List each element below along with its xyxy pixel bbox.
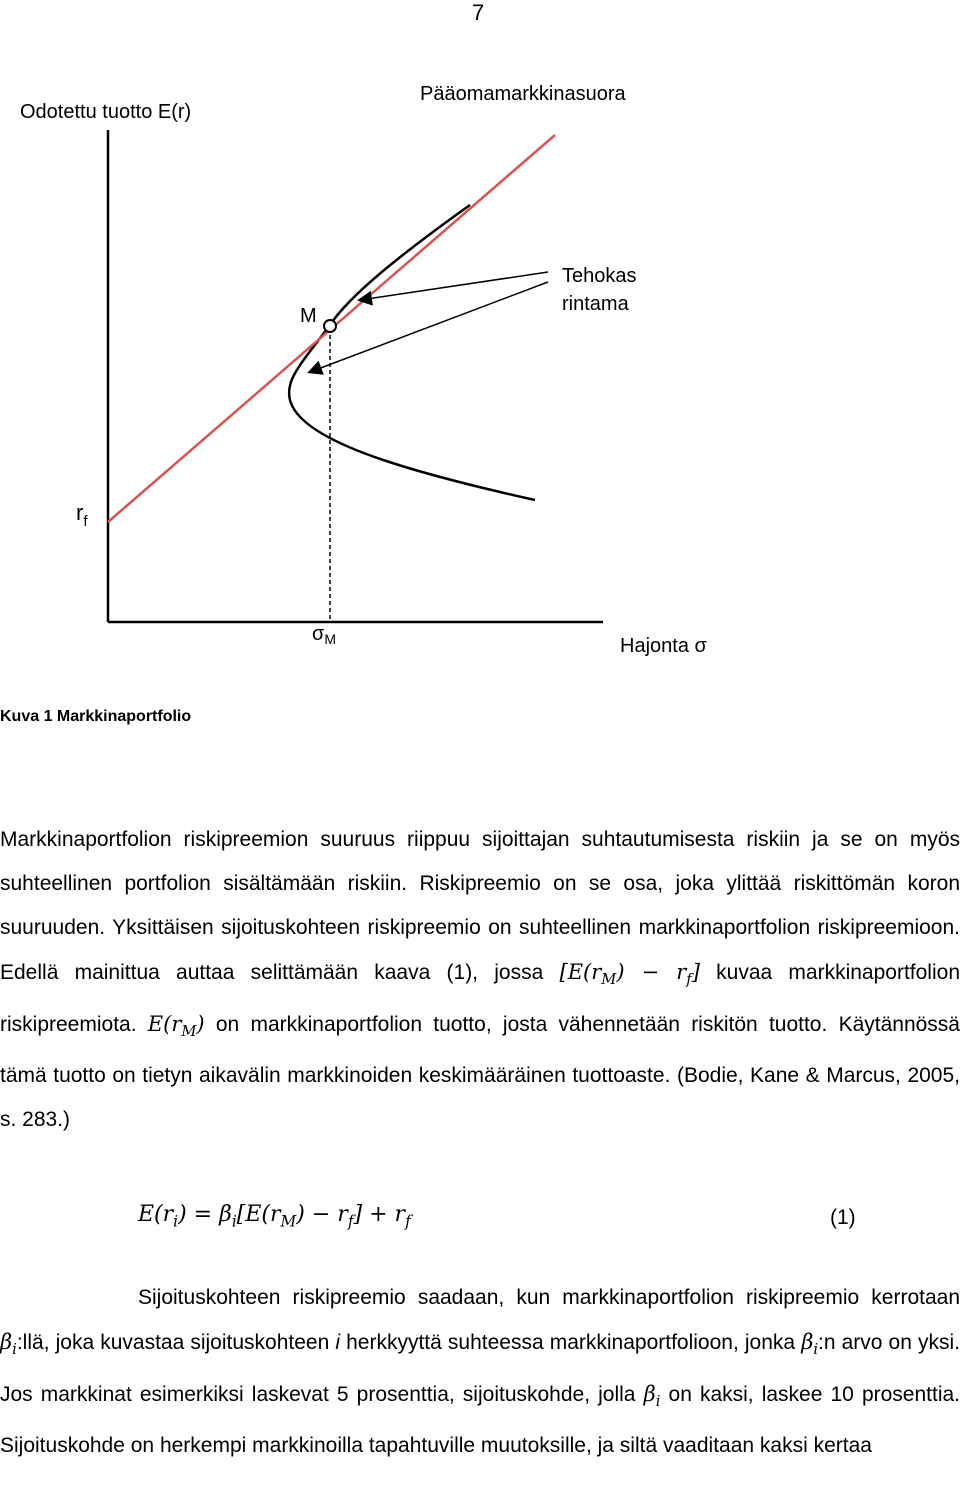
capm-formula	[138, 1202, 411, 1230]
formula-sub-f2: f	[405, 1212, 411, 1231]
rf-label-sub: f	[83, 513, 88, 530]
frontier-label-line2: rintama	[562, 293, 629, 315]
formula-b: ) = β	[178, 1202, 232, 1227]
italic-i: i	[335, 1331, 341, 1354]
paragraph-2-text-a: Sijoituskohteen riskipreemio saadaan, kun markkinaportfolion riskipreemio kerrotaan	[138, 1286, 960, 1309]
math1-b: ) − r	[616, 960, 687, 984]
point-m-label: M	[300, 305, 317, 327]
formula-a: E(r	[138, 1202, 174, 1227]
beta2: β	[801, 1330, 814, 1354]
beta-symbol-2	[801, 1330, 819, 1359]
math1-c: ]	[691, 960, 700, 984]
sigma-m-label	[312, 623, 336, 647]
risk-premium-expression	[559, 960, 700, 989]
beta3: β	[643, 1382, 656, 1407]
x-axis-label: Hajonta σ	[620, 635, 707, 657]
paragraph-1-text-a: Markkinaportfolion riskipreemion suuruus riippuu sijoittajan suhtautumisesta riskiin ja se on myös suhteellinen portfolion sisältämään riskiin. Riskipreemio on se osa, joka ylittää riskittömän koron suuruuden. Yksittäisen sijoituskohteen riskipreemio on suhteellinen markkinaportfolion riskipreemioon. Edellä mainittua auttaa selittämään kaava (1), jossa	[0, 828, 960, 984]
cml-label: Pääomamarkkinasuora	[420, 83, 626, 105]
math2-sub: M	[181, 1023, 197, 1041]
math2-b: )	[196, 1012, 205, 1037]
markkinaportfolio-figure	[0, 60, 960, 680]
paragraph-2	[0, 1276, 960, 1468]
math1-a: [E(r	[559, 960, 602, 984]
paragraph-1	[0, 818, 960, 1142]
rf-label	[76, 500, 88, 530]
beta-symbol-1	[0, 1330, 17, 1359]
beta1: β	[0, 1330, 13, 1354]
math1-sub: M	[601, 971, 617, 989]
paragraph-2-text-c: herkkyyttä suhteessa markkinaportfolioon, jonka	[346, 1331, 796, 1354]
frontier-arrow-upper	[360, 272, 548, 300]
page-number: 7	[472, 0, 485, 25]
beta3-sub: i	[655, 1393, 661, 1411]
formula-number: (1)	[830, 1206, 856, 1229]
efficient-frontier-curve	[289, 205, 535, 500]
paragraph-1-text-c: on markkinaportfolion tuotto, josta vähennetään riskitön tuotto. Käytännössä tämä tuotto on tietyn aikavälin markkinoiden keskimääräinen tuottoaste. (Bodie, Kane & Marcus, 2005, s. 283.)	[0, 1013, 960, 1132]
frontier-label-line1: Tehokas	[562, 265, 637, 287]
paragraph-2-text-e: on kaksi, laskee 10 prosenttia. Sijoituskohde on herkempi markkinoilla tapahtuville muutoksille, ja siltä vaaditaan kaksi kertaa	[0, 1383, 960, 1458]
market-portfolio-point	[324, 320, 336, 332]
y-axis-label: Odotettu tuotto E(r)	[20, 101, 192, 123]
rf-label-main: r	[76, 500, 84, 525]
figure-caption: Kuva 1 Markkinaportfolio	[0, 708, 192, 725]
beta1-sub: i	[12, 1341, 17, 1359]
formula-sub-f: f	[347, 1212, 354, 1231]
paragraph-2-text-b: :llä, joka kuvastaa sijoituskohteen	[16, 1331, 330, 1354]
formula-e: ] + r	[353, 1202, 406, 1227]
formula-sub-i: i	[173, 1212, 179, 1231]
beta-symbol-3	[643, 1382, 661, 1411]
formula-sub-m: M	[280, 1212, 297, 1231]
sigma-m-sub: M	[324, 631, 337, 647]
paragraph-1-text-b: kuvaa markkinaportfolion riskipreemiota.	[0, 961, 960, 1037]
formula-d: ) − r	[296, 1202, 348, 1227]
beta2-sub: i	[813, 1341, 819, 1359]
frontier-arrow-lower	[310, 282, 548, 372]
sigma-m-main: σ	[312, 623, 325, 645]
market-return-expression	[147, 1012, 205, 1041]
math2-a: E(r	[147, 1012, 182, 1037]
formula-c: [E(r	[236, 1202, 281, 1227]
paragraph-2-text-d: :n arvo on yksi. Jos markkinat esimerkiksi laskevat 5 prosenttia, sijoituskohde, jolla	[0, 1331, 960, 1407]
math1-sub2: f	[686, 971, 692, 989]
formula-sub-i2: i	[231, 1212, 237, 1231]
